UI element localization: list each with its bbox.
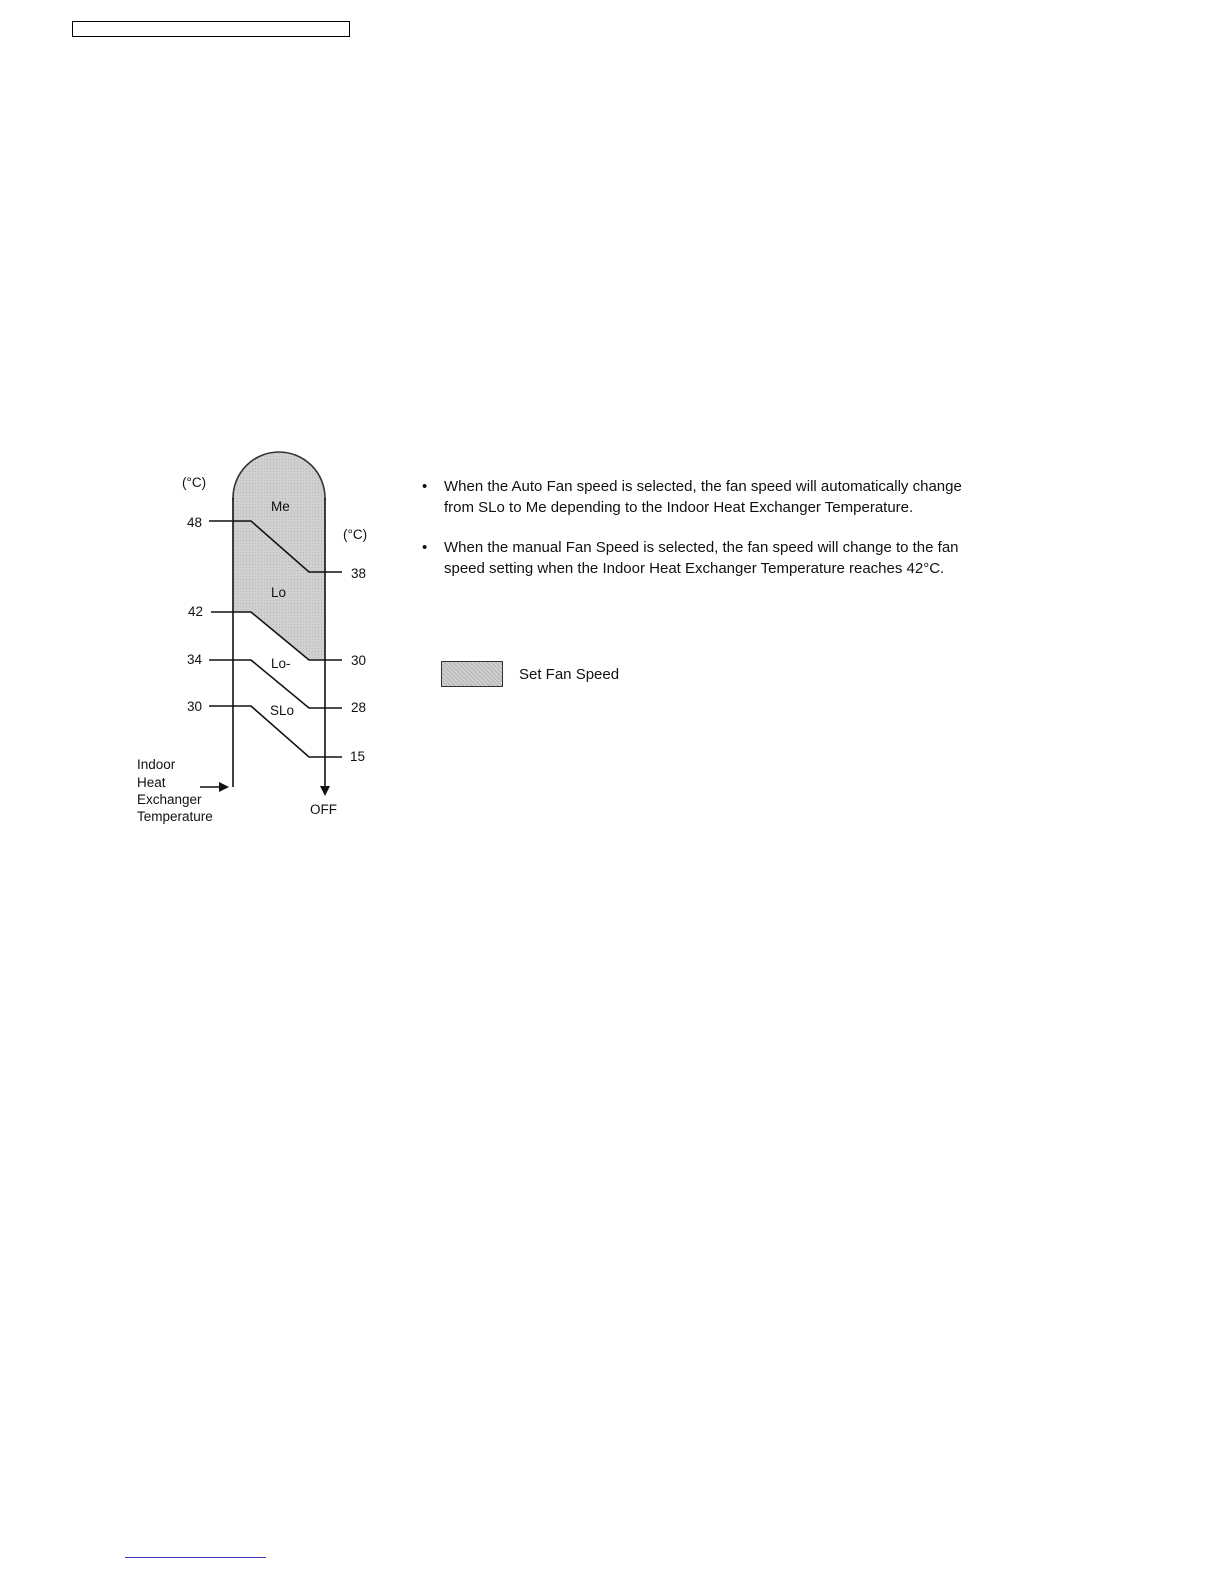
right-tick-label: 30 bbox=[351, 653, 367, 668]
left-tick-label: 34 bbox=[187, 652, 203, 667]
off-label: OFF bbox=[310, 802, 337, 817]
legend bbox=[441, 660, 619, 688]
bullet-icon: • bbox=[422, 478, 428, 495]
input-label-line: Exchanger bbox=[137, 792, 202, 807]
set-fan-speed-region bbox=[233, 452, 325, 660]
input-label-line: Temperature bbox=[137, 809, 213, 824]
zone-label-lo: Lo bbox=[271, 585, 287, 600]
input-label-line: Heat bbox=[137, 775, 166, 790]
notes-list bbox=[420, 477, 990, 599]
right-tick-label: 15 bbox=[350, 749, 366, 764]
note-text: When the Auto Fan speed is selected, the fan speed will automatically change from SLo to Me depending to the Indoor Heat Exchanger Temperature. bbox=[444, 478, 962, 516]
note-item bbox=[420, 538, 990, 579]
left-tick-label: 48 bbox=[187, 515, 203, 530]
footer-link-underline[interactable] bbox=[125, 1557, 266, 1558]
zone-label-me: Me bbox=[271, 499, 290, 514]
left-tick-label: 30 bbox=[187, 699, 203, 714]
input-label-line: Indoor bbox=[137, 757, 176, 772]
zone-label-slo: SLo bbox=[270, 703, 295, 718]
right-unit-label: (°C) bbox=[343, 527, 368, 542]
left-tick-label: 42 bbox=[188, 604, 204, 619]
note-text: When the manual Fan Speed is selected, the fan speed will change to the fan speed setting when the Indoor Heat Exchanger Temperature reaches 42°C. bbox=[444, 539, 959, 577]
bullet-icon: • bbox=[422, 539, 428, 556]
left-unit-label: (°C) bbox=[182, 475, 207, 490]
off-arrowhead bbox=[320, 786, 330, 796]
legend-label: Set Fan Speed bbox=[519, 665, 620, 683]
zone-label-lominus: Lo- bbox=[271, 656, 291, 671]
right-tick-label: 28 bbox=[351, 700, 367, 715]
note-item bbox=[420, 477, 990, 518]
right-tick-label: 38 bbox=[351, 566, 367, 581]
input-arrow-icon bbox=[219, 782, 229, 792]
legend-swatch bbox=[441, 661, 503, 687]
